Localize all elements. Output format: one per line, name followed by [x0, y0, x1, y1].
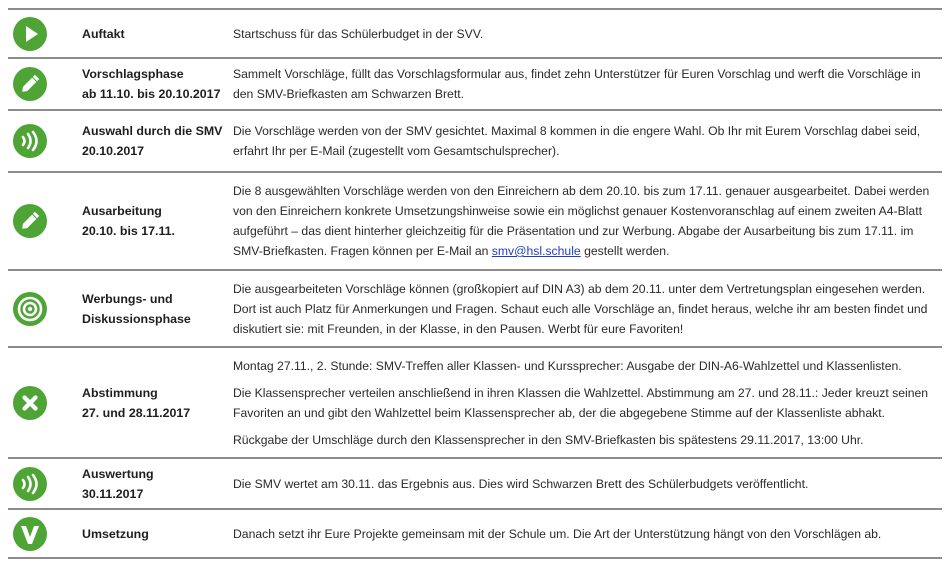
phase-row-ausarbeitung — [8, 173, 942, 271]
phase-description — [233, 510, 942, 557]
checkmark-v-icon — [13, 517, 47, 551]
icon-cell — [8, 59, 74, 109]
phase-title-line1: Abstimmung — [82, 385, 158, 400]
phase-title — [74, 10, 233, 57]
pencil-icon — [13, 67, 47, 101]
description-paragraph: Die SMV wertet am 30.11. das Ergebnis aus. Dies wird Schwarzen Brett des Schülerbudgets veröffentlicht. — [233, 476, 809, 491]
target-icon — [13, 292, 47, 326]
icon-cell — [8, 348, 74, 457]
description-paragraph: Danach setzt ihr Eure Projekte gemeinsam mit der Schule um. Die Art der Unterstützung hängt von den Vorschlägen ab. — [233, 526, 882, 541]
phase-description — [233, 348, 942, 457]
play-icon — [13, 17, 47, 51]
phase-title — [74, 59, 233, 109]
phase-row-auswertung — [8, 459, 942, 510]
description-text: gestellt werden. — [580, 244, 670, 258]
phase-row-umsetzung — [8, 510, 942, 559]
description-paragraph: Rückgabe der Umschläge durch den Klassensprecher in den SMV-Briefkasten bis spätestens 29.11.2017, 13:00 Uhr. — [233, 432, 864, 447]
phase-description — [233, 173, 942, 269]
email-link[interactable]: smv@hsl.schule — [491, 244, 581, 258]
phase-title — [74, 111, 233, 171]
phase-description — [233, 111, 942, 171]
phase-title-line1: Werbungs- und — [82, 291, 173, 306]
phase-row-auswahl — [8, 111, 942, 173]
phase-date: 27. und 28.11.2017 — [82, 405, 191, 420]
description-text: Die 8 ausgewählten Vorschläge werden von den Einreichern ab dem 20.10. bis zum 17.11. genauer ausgearbeitet. Dabei werden von den Einreichern konkrete Umsetzungshinweise sowie ein möglichst genauer Kostenvoranschlag auf einem zweiten A4-Blatt aufgeführt – das dient hinterher gleichzeitig für die Präsentation und zur Werbung. Abgabe der Ausarbeitung bis zum 17.11. im SMV-Briefkasten. Fragen können per E-Mail an — [233, 184, 930, 258]
phase-title — [74, 459, 233, 508]
phase-description — [233, 271, 942, 346]
phase-date: 30.11.2017 — [82, 486, 144, 501]
phase-description — [233, 459, 942, 508]
phase-title — [74, 348, 233, 457]
phase-date: 20.10. bis 17.11. — [82, 224, 176, 238]
phase-row-vorschlagsphase — [8, 59, 942, 111]
phase-row-abstimmung — [8, 348, 942, 459]
icon-cell — [8, 111, 74, 171]
pencil-icon — [13, 204, 47, 238]
description-paragraph: Die Vorschläge werden von der SMV gesichtet. Maximal 8 kommen in die engere Wahl. Ob Ihr mit Eurem Vorschlag dabei seid, erfahrt Ihr per E-Mail (zugestellt vom Gesamtschulsprecher). — [233, 124, 921, 158]
signal-waves-icon — [13, 124, 47, 158]
description-paragraph: Startschuss für das Schülerbudget in der SVV. — [233, 26, 484, 41]
phase-row-werbung — [8, 271, 942, 348]
phase-date: 20.10.2017 — [82, 144, 145, 158]
description-paragraph: Die ausgearbeiteten Vorschläge können (großkopiert auf DIN A3) ab dem 20.11. unter dem Vertretungsplan eingesehen werden. Dort ist auch Platz für Anmerkungen und Fragen. Schaut euch alle Vorschläge an, findet heraus, welche ihr am besten findet und diskutiert sie: mit Freunden, in der Klasse, in den Pausen. Werbt für eure Favoriten! — [233, 281, 928, 336]
phase-row-auftakt — [8, 10, 942, 59]
phase-title-line1: Umsetzung — [82, 526, 149, 541]
phase-title-line1: Auftakt — [82, 26, 125, 41]
phase-schedule-table — [8, 8, 942, 559]
phase-title-line1: Auswertung — [82, 466, 154, 481]
phase-description — [233, 10, 942, 57]
icon-cell — [8, 10, 74, 57]
phase-title-line1: Auswahl durch die SMV — [82, 124, 223, 138]
signal-waves-icon — [13, 467, 47, 501]
icon-cell — [8, 271, 74, 346]
phase-description — [233, 59, 942, 109]
phase-title — [74, 510, 233, 557]
description-paragraph: Sammelt Vorschläge, füllt das Vorschlagsformular aus, findet zehn Unterstützer für Euren Vorschlag und werft die Vorschläge in den SMV-Briefkasten am Schwarzen Brett. — [233, 67, 921, 101]
phase-title-line1: Vorschlagsphase — [82, 67, 184, 81]
phase-title-line2: Diskussionsphase — [82, 311, 191, 326]
phase-title-line1: Ausarbeitung — [82, 204, 162, 218]
phase-title — [74, 271, 233, 346]
description-paragraph — [233, 181, 938, 261]
icon-cell — [8, 510, 74, 557]
phase-title — [74, 173, 233, 269]
icon-cell — [8, 173, 74, 269]
phase-date: ab 11.10. bis 20.10.2017 — [82, 87, 221, 101]
description-paragraph: Die Klassensprecher verteilen anschließend in ihren Klassen die Wahlzettel. Abstimmung am 27. und 28.11.: Jeder kreuzt seinen Favoriten an und gibt den Wahlzettel beim Klassensprecher ab, der die abgegebene Stimme auf der Klassenliste abhakt. — [233, 385, 929, 420]
description-paragraph: Montag 27.11., 2. Stunde: SMV-Treffen aller Klassen- und Kurssprecher: Ausgabe der DIN-A6-Wahlzettel und Klassenlisten. — [233, 358, 902, 373]
close-x-icon — [13, 386, 47, 420]
icon-cell — [8, 459, 74, 508]
